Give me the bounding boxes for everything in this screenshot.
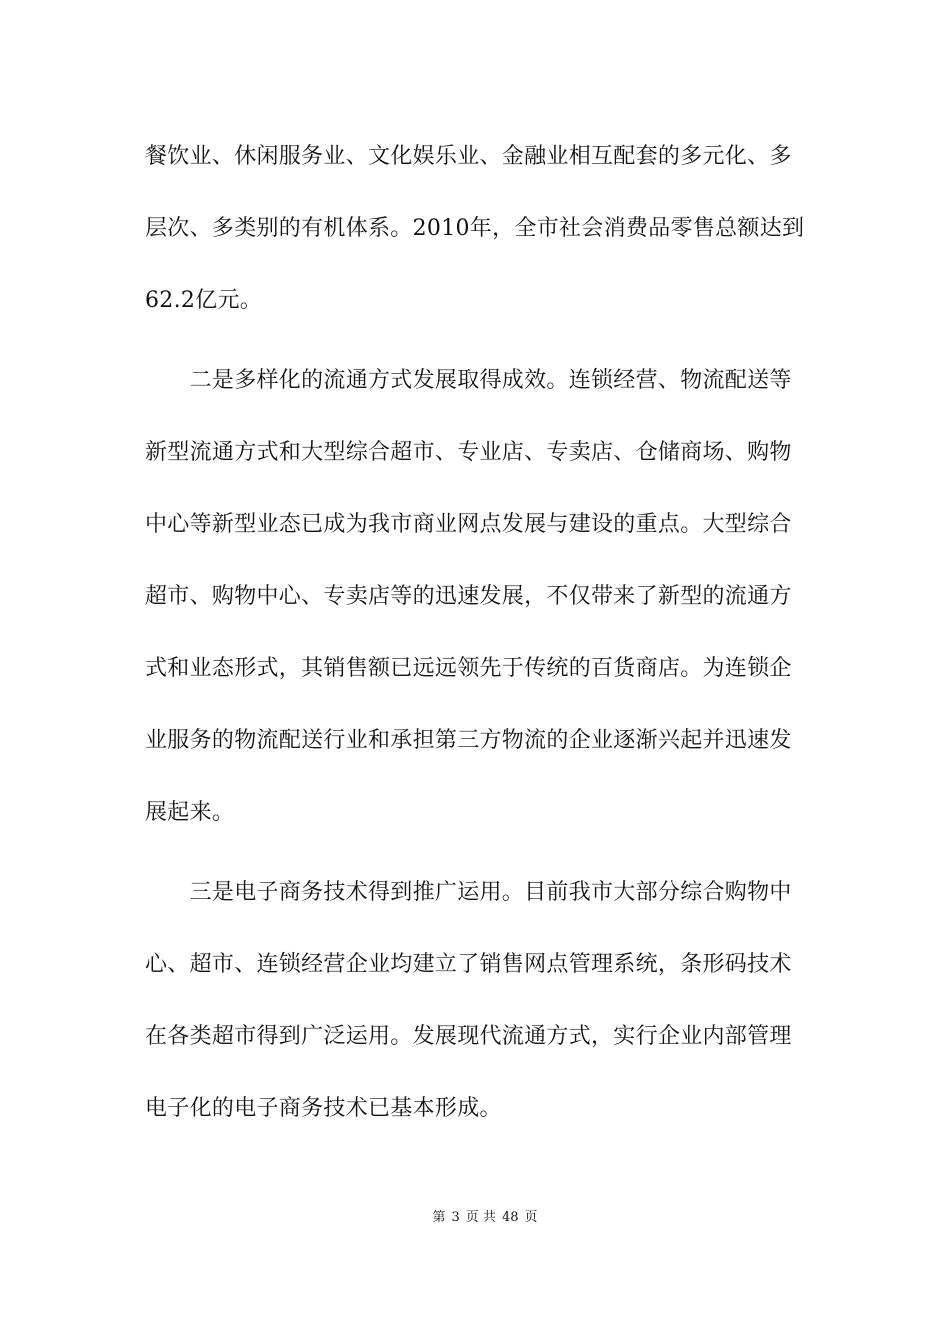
total-pages-number: 48 xyxy=(501,1210,519,1225)
text-line: 业服务的物流配送行业和承担第三方物流的企业逐渐兴起并迅速发 xyxy=(145,728,792,753)
current-page-number: 3 xyxy=(451,1210,460,1225)
text-line: 层次、多类别的有机体系。2010年，全市社会消费品零售总额达到 xyxy=(145,216,805,241)
text-line: 中心等新型业态已成为我市商业网点发展与建设的重点。大型综合 xyxy=(145,512,792,537)
text-line: 式和业态形式，其销售额已远远领先于传统的百货商店。为连锁企 xyxy=(145,656,792,681)
text-line: 三是电子商务技术得到推广运用。目前我市大部分综合购物中 xyxy=(145,880,792,905)
footer-suffix: 页 xyxy=(524,1210,538,1225)
text-line: 在各类超市得到广泛运用。发展现代流通方式，实行企业内部管理 xyxy=(145,1024,792,1049)
text-line: 二是多样化的流通方式发展取得成效。连锁经营、物流配送等 xyxy=(145,368,792,393)
page-footer xyxy=(0,1209,950,1227)
footer-mid: 页 共 xyxy=(465,1210,496,1225)
text-line: 电子化的电子商务技术已基本形成。 xyxy=(145,1096,502,1121)
text-line: 餐饮业、休闲服务业、文化娱乐业、金融业相互配套的多元化、多 xyxy=(145,144,792,169)
text-line: 超市、购物中心、专卖店等的迅速发展，不仅带来了新型的流通方 xyxy=(145,584,792,609)
text-line: 62.2亿元。 xyxy=(145,288,263,313)
text-line: 新型流通方式和大型综合超市、专业店、专卖店、仓储商场、购物 xyxy=(145,440,792,465)
text-line: 心、超市、连锁经营企业均建立了销售网点管理系统，条形码技术 xyxy=(145,952,792,977)
footer-prefix: 第 xyxy=(432,1210,446,1225)
text-line: 展起来。 xyxy=(145,800,235,825)
